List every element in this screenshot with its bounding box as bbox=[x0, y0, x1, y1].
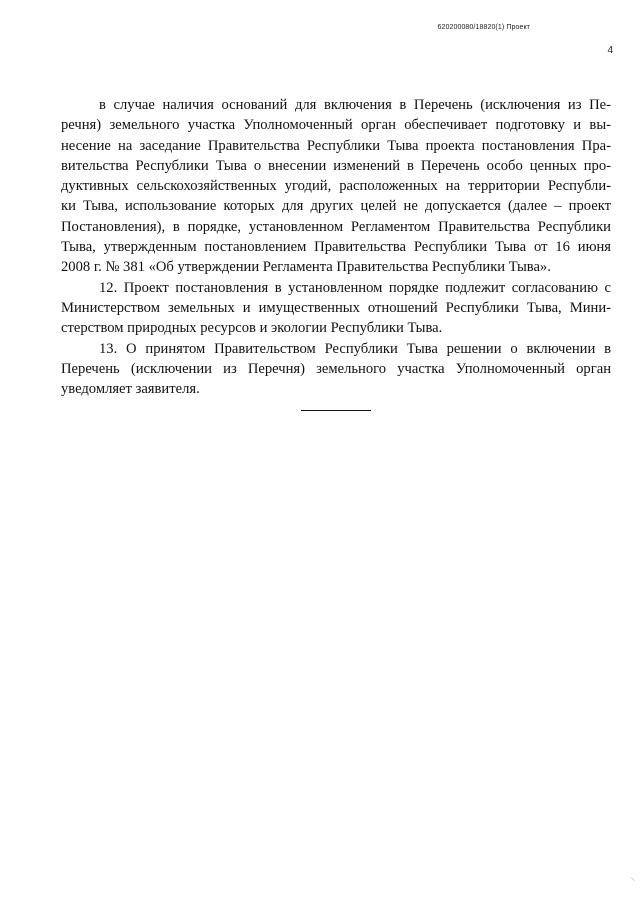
margin-mark: / bbox=[628, 876, 638, 882]
document-code: 620200080/18820(1) Проект bbox=[437, 24, 530, 31]
paragraph-line: Перечень (исключении из Перечня) земельного участка Уполномоченный орган bbox=[61, 360, 611, 377]
paragraph-line: ки Тыва, использование которых для других целей не допускается (далее – проект bbox=[61, 198, 611, 215]
document-body bbox=[61, 95, 611, 399]
paragraph-line: вительства Республики Тыва о внесении изменений в Перечень особо ценных про- bbox=[61, 157, 611, 174]
paragraph-line: Тыва, утвержденным постановлением Правительства Республики Тыва от 16 июня bbox=[61, 239, 611, 256]
paragraph-line: уведомляет заявителя. bbox=[61, 381, 200, 398]
paragraph-line: 2008 г. № 381 «Об утверждении Регламента Правительства Республики Тыва». bbox=[61, 259, 551, 276]
end-separator bbox=[301, 410, 371, 411]
page-number: 4 bbox=[607, 45, 613, 56]
paragraph-line: стерством природных ресурсов и экологии Республики Тыва. bbox=[61, 320, 443, 337]
paragraph-line: несение на заседание Правительства Республики Тыва проекта постановления Пра- bbox=[61, 137, 611, 154]
paragraph-line: в случае наличия оснований для включения в Перечень (исключения из Пе- bbox=[99, 97, 611, 113]
paragraph-line: Постановления), в порядке, установленном Регламентом Правительства Республики bbox=[61, 218, 611, 235]
paragraph-line: 13. О принятом Правительством Республики Тыва решении о включении в bbox=[99, 340, 611, 357]
paragraph-line: Министерством земельных и имущественных отношений Республики Тыва, Мини- bbox=[61, 299, 611, 316]
paragraph-line: речня) земельного участка Уполномоченный орган обеспечивает подготовку и вы- bbox=[61, 117, 611, 134]
paragraph-line: 12. Проект постановления в установленном порядке подлежит согласованию с bbox=[99, 279, 611, 296]
paragraph-line: дуктивных сельскохозяйственных угодий, расположенных на территории Республи- bbox=[61, 178, 611, 195]
